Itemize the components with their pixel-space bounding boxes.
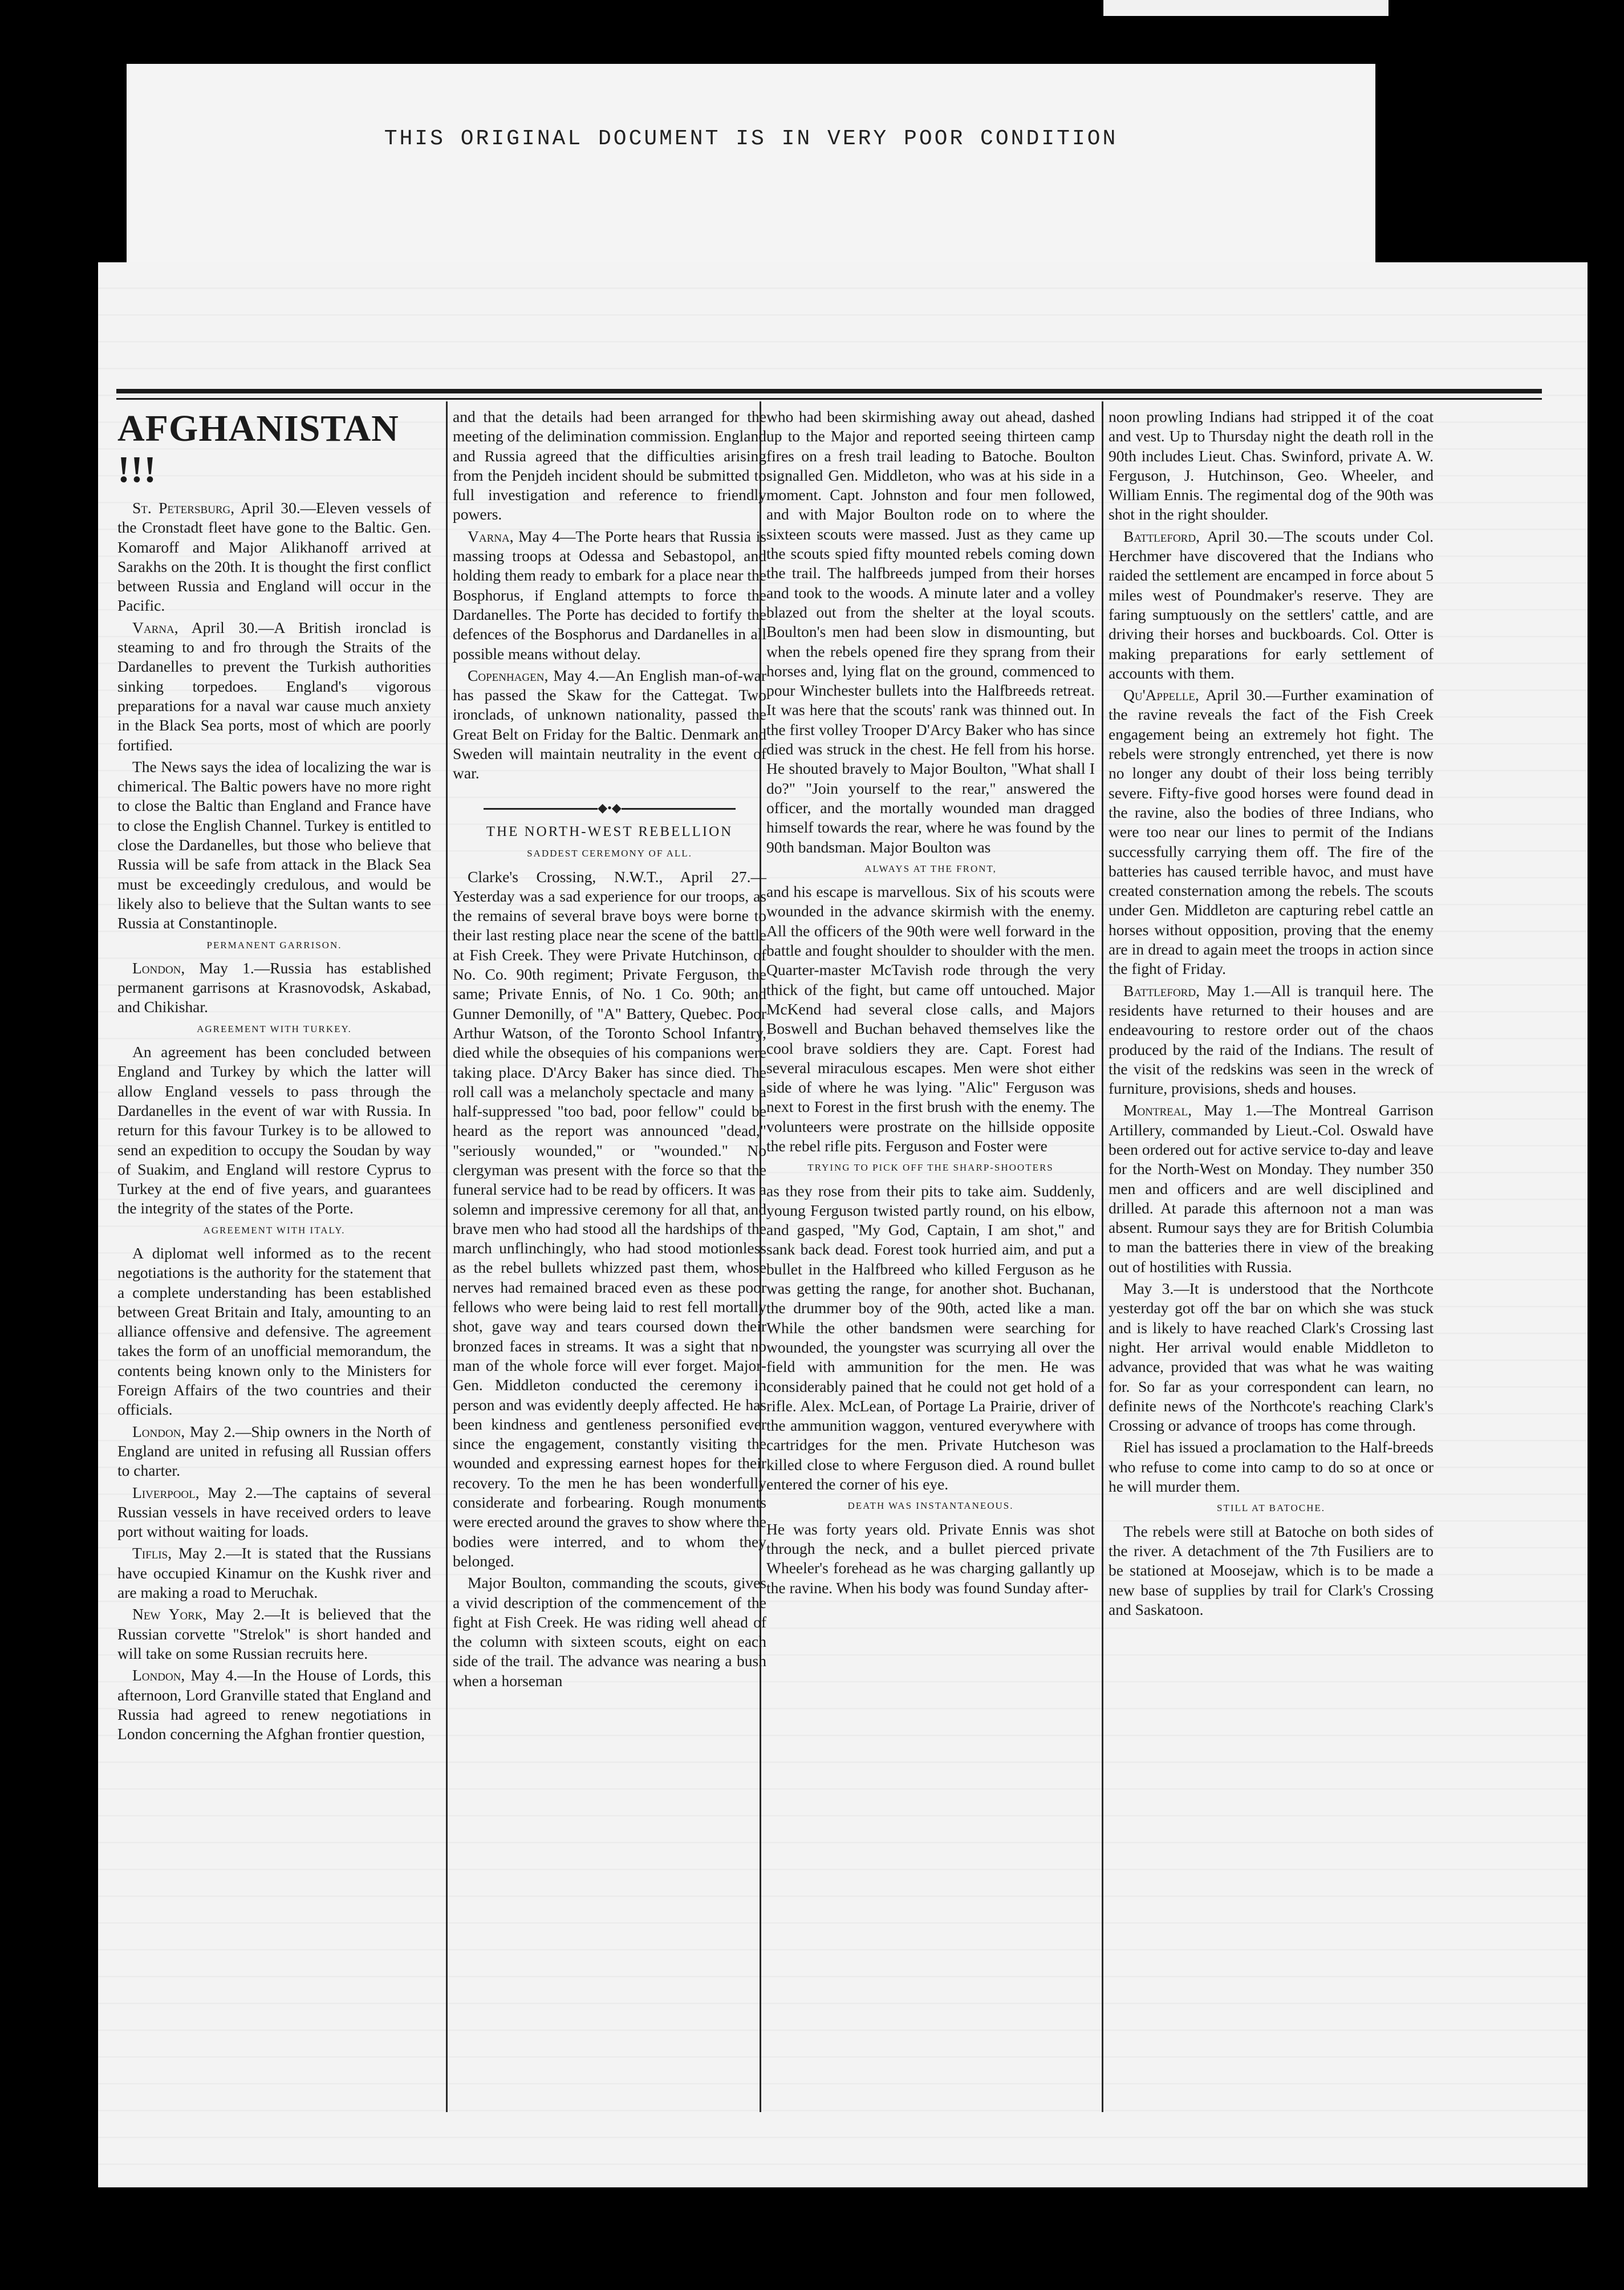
paragraph: Riel has issued a proclamation to the Half-breeds who refuse to come into camp to do so at once or he will murder them. (1109, 1438, 1434, 1496)
subheading-agreement-turkey: AGREEMENT WITH TURKEY. (197, 1023, 352, 1034)
paragraph: Liverpool, May 2.—The captains of several Russian vessels in have received orders to leave port without waiting for loads. (117, 1483, 431, 1541)
paragraph: St. Petersburg, April 30.—Eleven vessels of the Cronstadt fleet have gone to the Baltic. Gen. Komaroff and Major Alikhanoff arrived at Sarakhs on the 20th. It is thought the first conflict between Russia and England will occur in the Pacific. (117, 499, 431, 615)
paragraph: Montreal, May 1.—The Montreal Garrison Artillery, commanded by Lieut.-Col. Oswald have been ordered out for active service to-day and leave for the North-West on Monday. They number 350 men and officers and are well disciplined and drilled. At parade this afternoon not a man was absent. Rumour says they are for British Columbia to man the batteries there in view of the breaking out of hostilities with Russia. (1109, 1101, 1434, 1276)
column-3 (766, 407, 1095, 1600)
subheading-still-at-batoche: STILL AT BATOCHE. (1216, 1503, 1325, 1514)
column-4 (1109, 407, 1434, 1622)
subheading-death-instantaneous: DEATH WAS INSTANTANEOUS. (847, 1500, 1014, 1512)
headline-afghanistan: AFGHANISTAN !!! (117, 408, 399, 490)
paragraph: Major Boulton, commanding the scouts, gives a vivid description of the commencement of the fight at Fish Creek. He was riding well ahead of the column with sixteen scouts, eight on each side of the trail. The advance was nearing a bush when a horseman (453, 1574, 766, 1690)
paragraph: London, May 2.—Ship owners in the North of England are united in refusing all Russian offers to charter. (117, 1422, 431, 1480)
newspaper-page (98, 262, 1588, 2187)
paragraph: May 3.—It is understood that the Northcote yesterday got off the bar on which she was stuck and is likely to have reached Clark's Crossing last night. Her arrival would enable Middleton to advance, provided that was what he was waiting for. So far as your correspondent can learn, no definite news of the Northcote's reaching Clark's Crossing or advance of troops has come through. (1109, 1280, 1434, 1435)
paragraph: New York, May 2.—It is believed that the Russian corvette "Strelok" is short handed and will take on some Russian recruits here. (117, 1605, 431, 1662)
paragraph: The News says the idea of localizing the war is chimerical. The Baltic powers have no more right to close the Baltic than England and France have to close the English Channel. Turkey is entitled to close the Dardanelles, but those who believe that Russia will be safe from attack in the Black Sea must be exceedingly credulous, and would be likely also to believe that the Sultan wants to see Russia at Constantinople. (117, 757, 431, 932)
paragraph: and his escape is marvellous. Six of his scouts were wounded in the advance skirmish with the enemy. All the officers of the 90th were well forward in the battle and fought shoulder to shoulder with the men. Quarter-master McTavish rode through the very thick of the fight, but came off untouched. Major McKend had several close calls, and Majors Boswell and Buchan behaved themselves like the cool brave soldiers they are. Capt. Forest had several miraculous escapes. Men were shot either side of where he was lying. "Alic" Ferguson was next to Forest in the first brush with the enemy. The volunteers were prostrate on the hillside opposite the rebel rifle pits. Ferguson and Foster were (766, 883, 1095, 1155)
subheading-permanent-garrison: PERMANENT GARRISON. (206, 939, 342, 951)
paragraph: He was forty years old. Private Ennis was shot through the neck, and a bullet pierced private Wheeler's forehead as he was charging gallantly up the ravine. When his body was found Sunday after- (766, 1520, 1095, 1597)
paragraph: Copenhagen, May 4.—An English man-of-war has passed the Skaw for the Cattegat. Two ironclads, of unknown nationality, passed the Great Belt on Friday for the Baltic. Denmark and Sweden will maintain neutrality in the event of war. (453, 666, 766, 782)
column-divider-1 (446, 401, 448, 2112)
masthead-rule-thick (116, 389, 1542, 393)
subheading-picking-off-sharpshooters: TRYING TO PICK OFF THE SHARP-SHOOTERS (807, 1162, 1054, 1174)
paragraph: Clarke's Crossing, N.W.T., April 27.—Yesterday was a sad experience for our troops, as the remains of several brave boys were borne to their last resting place near the scene of the battle at Fish Creek. They were Private Hutchinson, of No. Co. 90th regiment; Private Ferguson, the same; Private Ennis, of No. 1 Co. 90th; and Gunner Demonilly, of "A" Battery, Quebec. Poor Arthur Watson, of the Toronto School Infantry, died while the obsequies of his companions were taking place. D'Arcy Baker has since died. The roll call was a melancholy spectacle and many a half-suppressed "too bad, poor fellow" could be heard as the report was announced "dead," "seriously wounded," or "wounded." No clergyman was present with the force so that the funeral service had to be read by officers. It was a solemn and impressive ceremony for all that, and brave men who had stood all the hardships of the march unflinchingly, who had stood motionless as the rebel bullets whizzed past them, whose nerves had remained braced even as these poor fellows who were being laid to rest fell mortally shot, gave way and tears coursed down their bronzed faces in streams. It was a sight that no man of the whole force will ever forget. Major-Gen. Middleton conducted the ceremony in person and was evidently deeply affected. He has been kindness and gentleness personified ever since the engagement, constantly visiting the wounded and expressing earnest hopes for their recovery. To the men he has been wonderfully considerate and forbearing. Rough monuments were erected around the graves to show where the bodies were interred, and to whom they belonged. (453, 867, 766, 1570)
paragraph: noon prowling Indians had stripped it of the coat and vest. Up to Thursday night the death roll in the 90th includes Lieut. Chas. Swinford, private A. W. Ferguson, J. Hutchinson, Geo. Wheeler, and William Ennis. The regimental dog of the 90th was shot in the right shoulder. (1109, 408, 1434, 523)
paragraph: Qu'Appelle, April 30.—Further examination of the ravine reveals the fact of the Fish Creek engagement being an extremely hot fight. The rebels were strongly entrenched, yet there is now no longer any doubt of their loss being terribly severe. Fifty-five good horses were found dead in the ravine, also the bodies of three Indians, who were too near our lines to permit of the Indians successfully carrying them off. The fire of the batteries has caused terrible havoc, and must have created consternation among the rebels. The scouts under Gen. Middleton are capturing rebel cattle an horses without opposition, proving that the enemy are in dread to again meet the troops in action since the fight of Friday. (1109, 686, 1434, 978)
headline-north-west-rebellion: THE NORTH-WEST REBELLION (486, 823, 733, 839)
paragraph: who had been skirmishing away out ahead, dashed up to the Major and reported seeing thirteen camp fires on a fresh trail leading to Batoche. Boulton signalled Gen. Middleton, who was at his side in a moment. Capt. Johnston and four men followed, and with Major Boulton rode on to where the sixteen scouts were massed. Just as they came up the scouts spied fifty mounted rebels coming down the trail. The halfbreeds jumped from their horses and took to the woods. A minute later and a volley blazed out from the shelter at the loyal scouts. Boulton's men had been slow in dismounting, but when the rebels opened fire they sprang from their horses and, lying flat on the ground, commenced to pour Winchester bullets into the Halfbreeds retreat. It was here that the scouts' rank was thinned out. In the first volley Trooper D'Arcy Baker who has since died was struck in the chest. He fell from his horse. He shouted bravely to Major Boulton, "What shall I do?" "Join yourself to the rear," answered the officer, and the mortally wounded man dragged himself towards the rear, where he was found by the 90th bandsman. Major Boulton was (766, 408, 1095, 856)
paragraph: Varna, April 30.—A British ironclad is steaming to and fro through the Straits of the Dardanelles to prevent the Turkish authorities sinking torpedoes. England's vigorous preparations for a naval war cause much anxiety in the Black Sea ports, most of which are poorly fortified. (117, 618, 431, 754)
section-ornament: ◆•◆ (453, 798, 766, 818)
paragraph: Tiflis, May 2.—It is stated that the Russians have occupied Kinamur on the Kushk river and are making a road to Meruchak. (117, 1544, 431, 1602)
subheading-saddest-ceremony: SADDEST CEREMONY OF ALL. (527, 848, 692, 859)
column-1 (117, 407, 431, 1746)
column-divider-3 (1102, 401, 1103, 2112)
subheading-agreement-italy: AGREEMENT WITH ITALY. (203, 1224, 346, 1236)
paragraph: An agreement has been concluded between England and Turkey by which the latter will allow England vessels to pass through the Dardanelles in the event of war with Russia. In return for this favour Turkey is to be allowed to send an expedition to occupy the Soudan by way of Suakim, and England will restore Cyprus to Turkey at the end of five years, and guarantees the integrity of the states of the Porte. (117, 1043, 431, 1217)
subheading-always-at-front: ALWAYS AT THE FRONT, (864, 863, 997, 874)
paragraph: London, May 1.—Russia has established permanent garrisons at Krasnovodsk, Askabad, and Chikishar. (117, 959, 431, 1016)
masthead-rule-thin (116, 398, 1542, 400)
condition-notice: THIS ORIGINAL DOCUMENT IS IN VERY POOR CONDITION (384, 127, 1118, 151)
paragraph: Battleford, April 30.—The scouts under Col. Herchmer have discovered that the Indians who raided the settlement are encamped in force about 5 miles west of Poundmaker's reserve. They are faring sumptuously on the settlers' cattle, and are driving their horses and buckboards. Col. Otter is making preparations for early settlement of accounts with them. (1109, 527, 1434, 682)
top-edge-tab (1103, 0, 1388, 16)
paragraph: The rebels were still at Batoche on both sides of the river. A detachment of the 7th Fusiliers are to be stationed at Moosejaw, which is to be made a new base of supplies by trail for Clark's Crossing and Saskatoon. (1109, 1522, 1434, 1618)
paragraph: A diplomat well informed as to the recent negotiations is the authority for the statement that a complete understanding has been established between Great Britain and Italy, amounting to an alliance offensive and defensive. The agreement takes the form of an unofficial memorandum, the contents being known only to the Ministers for Foreign Affairs of the two countries and their officials. (117, 1244, 431, 1419)
paragraph: as they rose from their pits to take aim. Suddenly, young Ferguson twisted partly round, on his elbow, and gasped, "My God, Captain, I am shot," and sank back dead. Forest took hurried aim, and put a bullet in the Halfbreed who killed Ferguson as he was getting the range, for another shot. Buchanan, the drummer boy of the 90th, acted like a man. While the other bandsmen were searching for wounded, the youngster was scurrying all over the field with ammunition for the men. He was considerably pained that he could not get hold of a rifle. Alex. McLean, of Portage La Prairie, driver of the ammunition waggon, ventured everywhere with cartridges for the men. Private Hutcheson was killed close to where Ferguson died. A round bullet entered the corner of his eye. (766, 1181, 1095, 1493)
paragraph: and that the details had been arranged for the meeting of the delimination commission. England and Russia agreed that the difficulties arising from the Penjdeh incident should be submitted to full investigation and reference to friendly powers. (453, 408, 766, 523)
paragraph: Varna, May 4—The Porte hears that Russia is massing troops at Odessa and Sebastopol, and holding them ready to embark for a place near the Bosphorus, if England attempts to force the Dardanelles. The Porte has decided to fortify the defences of the Bosphorus and Dardanelles in all possible means without delay. (453, 527, 766, 663)
column-2 (453, 407, 766, 1693)
paragraph: London, May 4.—In the House of Lords, this afternoon, Lord Granville stated that England and Russia had agreed to renew negotiations in London concerning the Afghan frontier question, (117, 1666, 431, 1743)
paragraph: Battleford, May 1.—All is tranquil here. The residents have returned to their houses and are endeavouring to restore order out of the chaos produced by the raid of the Indians. The result of the visit of the redskins was seen in the wreck of furniture, provisions, sheds and houses. (1109, 981, 1434, 1098)
